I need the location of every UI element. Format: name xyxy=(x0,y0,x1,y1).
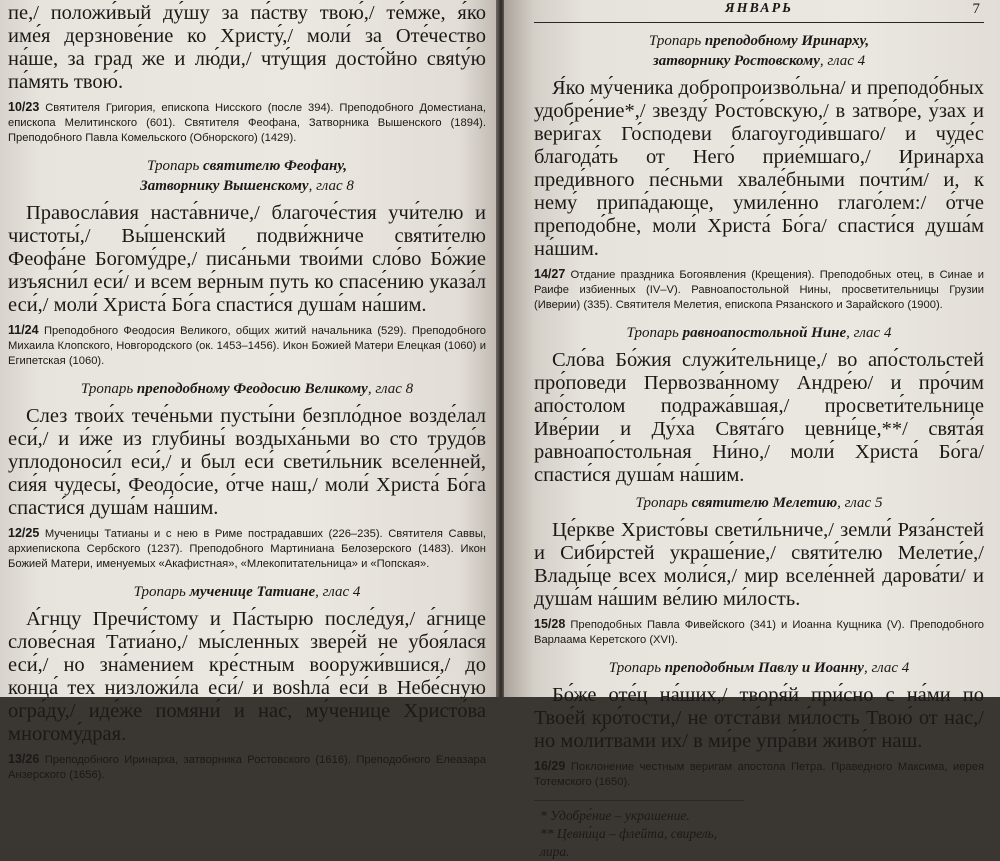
heading-dedication: преподобному Феодосию Великому xyxy=(136,381,368,397)
footnote: * Удобре́ние – украшение. xyxy=(540,808,690,823)
entry-date: 10/23 xyxy=(8,100,40,114)
heading-prefix: Тропарь xyxy=(80,381,137,397)
troparion-heading xyxy=(534,323,984,343)
entry-text: Святителя Григория, епископа Нисского (после 394). Преподобного Доместиана, епископа Мелитинского (601). Святителя Феофана, Затворника Вышенского (1894). Преподобного Павла Комельского (Обнорского) (1429). xyxy=(8,102,487,144)
entry-date: 13/26 xyxy=(8,752,40,766)
troparion-heading xyxy=(8,582,486,602)
continued-troparion: пе,/ положи́вый ду́шу за па́ству твою́,/ те́мже, я́ко име́я дерзнове́ние ко Христу́,/ моли́ за Оте́чество на́ше, за град же и лю́ди,/ чту́щия досто́йно свяtу́ю па́мять твою́. xyxy=(8,2,486,93)
troparion-heading xyxy=(8,379,486,399)
entry-date: 11/24 xyxy=(8,323,39,337)
heading-tone: , глас 4 xyxy=(846,325,892,341)
heading-dedication-line2: затворнику Ростовскому xyxy=(652,53,820,69)
heading-tone: , глас 4 xyxy=(863,660,910,676)
troparion-text: Сло́ва Бо́жия служи́тельнице,/ во апо́стольстей про́поведи Первозва́нному Андре́ю/ и про́чим апо́столом подража́вшая,/ просвети́тельнице Иве́рии и Ду́ха Свята́го цевни́це,**/ свята́я равноапо́стольная Ни́но,/ моли́ Христа́ Бо́га/ спасти́ся душа́м на́шим. xyxy=(534,349,984,486)
heading-dedication: преподобным Павлу и Иоанну xyxy=(664,660,864,676)
entry-text: Преподобного Феодосия Великого, общих житий начальника (529). Преподобного Михаила Клопского, Новгородского (ок. 1453–1456). Икон Божией Матери Елецкая (1060) и Египетская (1060). xyxy=(8,325,487,367)
heading-prefix: Тропарь xyxy=(608,660,665,676)
calendar-entry xyxy=(8,526,486,572)
heading-dedication: святителю Мелетию xyxy=(691,495,838,511)
heading-dedication: святителю Феофану, xyxy=(203,158,348,174)
entry-text: Поклонение честным веригам апостола Петра. Праведного Максима, иерея Тотемского (1650). xyxy=(534,761,984,788)
heading-tone: , глас 5 xyxy=(837,495,883,511)
heading-dedication: равноапостольной Нине xyxy=(682,325,847,341)
troparion-heading xyxy=(534,658,984,678)
troparion-heading xyxy=(8,156,486,196)
heading-tone: , глас 8 xyxy=(367,381,414,397)
entry-text: Преподобных Павла Фивейского (341) и Иоанна Кущника (V). Преподобного Варлаама Керетского (XVI). xyxy=(534,619,985,646)
heading-tone: , глас 8 xyxy=(308,178,354,194)
heading-dedication: преподобному Иринарху, xyxy=(704,33,870,49)
running-head xyxy=(534,0,984,23)
entry-date: 15/28 xyxy=(534,617,566,631)
entry-text: Отдание праздника Богоявления (Крещения). Преподобных отец, в Синае и Раифе избиенных (IV–V). Равноапостольной Нины, просветительницы Грузии (Иверии) (335). Святителя Мелетия, епископа Рязанского и Зарайского (1900). xyxy=(534,269,984,311)
calendar-entry xyxy=(8,323,486,369)
troparion-text: Слез твои́х тече́ньми пусты́ни безпло́дное возде́лал еси́,/ и и́же из глубины́ воздыха́ньми во сто трудо́в уплодоноси́л еси́,/ и был еси́ свети́льник вселе́нней, сия́я чудесы́, Феодо́сие, о́тче наш,/ моли́ Христа́ Бо́га спасти́ся душа́м на́шим. xyxy=(8,405,486,519)
troparion-heading xyxy=(534,31,984,71)
calendar-entry xyxy=(534,759,984,790)
heading-prefix: Тропарь xyxy=(635,495,692,511)
heading-prefix: Тропарь xyxy=(626,325,683,341)
footnotes xyxy=(534,800,744,861)
troparion-heading xyxy=(534,493,984,513)
troparion-text: Я́ко му́ченика добропроизво́льна/ и преподо́бных удобре́ние*,/ звезду́ Росто́вскую,/ в затво́ре, у́зах и вери́гах Го́сподеви благоугоди́вшаго/ и чуде́с благода́ть от Него́ прие́мшаго,/ Ирина́рха преди́вного пе́сньми хвале́бными почти́м/ и, к нему́ припа́дающе, умиле́нно глаго́лем:/ о́тче преподо́бне, моли́ Христа́ Бо́га/ спасти́ся душа́м на́шим. xyxy=(534,77,984,260)
heading-dedication: мученице Татиане xyxy=(189,584,316,600)
entry-date: 12/25 xyxy=(8,526,40,540)
left-page xyxy=(0,0,500,781)
heading-dedication-line2: Затворнику Вышенскому xyxy=(140,178,309,194)
heading-prefix: Тропарь xyxy=(648,33,705,49)
heading-tone: , глас 4 xyxy=(315,584,361,600)
troparion-text: А́гнцу Пречи́стому и Па́стырю после́дуя,/ а́гнице слове́сная Татиа́но,/ мы́сленных звере́й не убоя́лася еси́,/ но зна́мением кре́стным вооружи́вшися,/ до конца́ тех низложи́ла еси́/ и воshла́ еси́ в Небе́сную огра́ду,/ иде́же помяни́ и нас, му́ченице Христо́ва многому́драя. xyxy=(8,608,486,745)
entry-text: Преподобного Иринарха, затворника Ростовского (1616). Преподобного Елеазара Анзерского (1656). xyxy=(8,754,486,781)
entry-date: 14/27 xyxy=(534,267,566,281)
calendar-entry xyxy=(8,100,486,146)
calendar-entry xyxy=(8,752,486,783)
heading-tone: , глас 4 xyxy=(819,53,866,69)
troparion-text: Бо́же оте́ц на́ших,/ творя́й при́сно с на́ми по Твое́й кро́тости,/ не отста́ви ми́лость Твою́ от нас,/ но моли́твами их/ в ми́ре упра́ви живо́т наш. xyxy=(534,684,984,752)
running-title: ЯНВАРЬ xyxy=(724,1,794,16)
calendar-entry xyxy=(534,267,984,313)
calendar-entry xyxy=(534,617,984,648)
entry-date: 16/29 xyxy=(534,759,566,773)
footnote: ** Цевни́ца – флейта, свирель, лира. xyxy=(540,826,718,859)
page-number: 7 xyxy=(972,1,980,17)
troparion-text: Це́ркве Христо́вы свети́льниче,/ земли́ Ряза́нстей и Сиби́рстей украше́ние,/ святи́телю Мелети́е,/ Влады́це всех моли́ся,/ мир вселе́нней дарова́ти/ и душа́м на́шим ве́лию ми́лость. xyxy=(534,519,984,610)
heading-prefix: Тропарь xyxy=(146,158,204,174)
troparion-text: Правосла́вия наста́вниче,/ благоче́стия учи́телю и чистоты́,/ Вы́шенский подви́жниче святи́телю Феофа́не Богому́дре,/ писа́ньми твои́ми сло́во Бо́жие изъясни́л еси́/ и всем ве́рным путь ко спасе́нию указа́л еси́,/ моли́ Христа́ Бо́га спасти́ся душа́м на́шим. xyxy=(8,202,486,316)
right-page xyxy=(504,0,1000,859)
heading-prefix: Тропарь xyxy=(133,584,190,600)
entry-text: Мученицы Татианы и с нею в Риме пострадавших (226–235). Святителя Саввы, архиепископа Сербского (1237). Преподобного Мартиниана Белозерского (1483). Икон Божией Матери, именуемых «Акафистная», «Млекопитательница» и «Попская». xyxy=(8,528,486,570)
